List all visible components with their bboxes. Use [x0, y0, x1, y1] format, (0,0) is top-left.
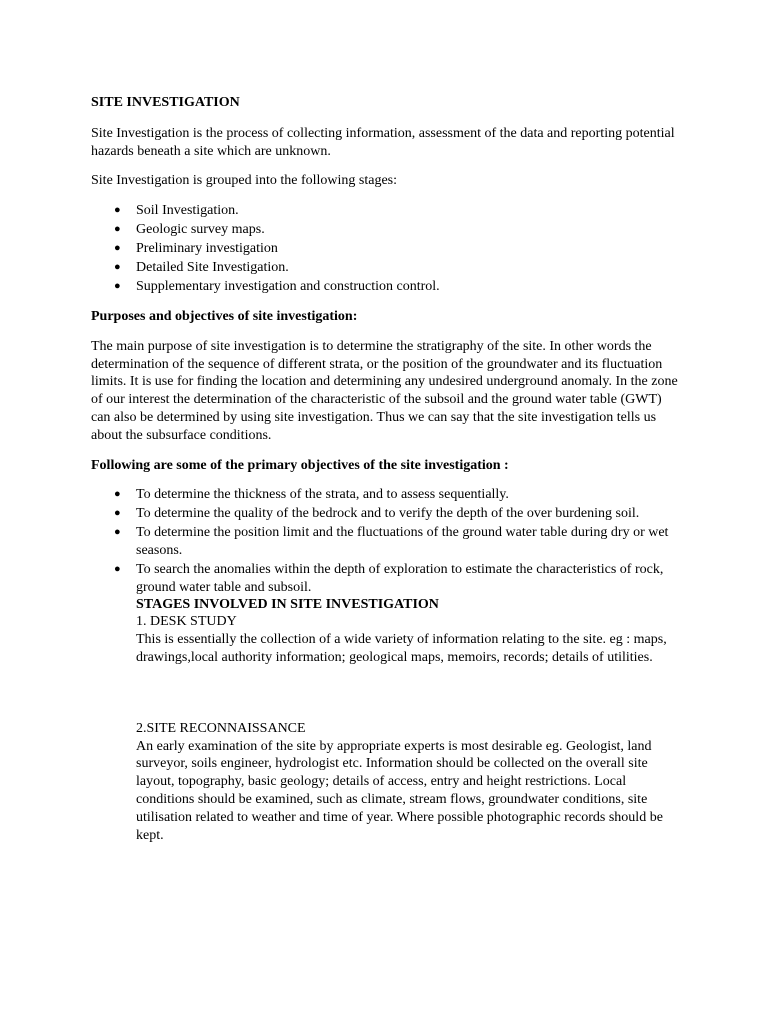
- list-item: [114, 202, 681, 220]
- objectives-list: [91, 486, 681, 596]
- document-body: [91, 94, 681, 844]
- bullet-icon: ●: [114, 526, 121, 539]
- bullet-icon: ●: [114, 563, 121, 576]
- list-item-text: Geologic survey maps.: [136, 222, 265, 238]
- recon-text: An early examination of the site by appropriate experts is most desirable eg. Geologist, land surveyor, soils engineer, hydrologist etc. Information should be collected on the overall site layout, topography, basic geology; details of access, entry and height restrictions. Local conditions should be examined, such as climate, stream flows, groundwater conditions, site utilisation related to weather and time of year. Where possible photographic records should be kept.: [136, 738, 663, 843]
- list-item-text: Detailed Site Investigation.: [136, 260, 289, 276]
- stages-list: [91, 202, 681, 296]
- document-title: SITE INVESTIGATION: [91, 95, 240, 110]
- list-item: [114, 240, 681, 258]
- list-item: [114, 486, 681, 504]
- recon-title: 2.SITE RECONNAISSANCE: [136, 720, 306, 736]
- list-item: [114, 561, 681, 597]
- list-item-text: Soil Investigation.: [136, 203, 239, 219]
- bullet-icon: ●: [114, 488, 121, 501]
- bullet-icon: ●: [114, 261, 121, 274]
- bullet-icon: ●: [114, 507, 121, 520]
- desk-study-text: This is essentially the collection of a wide variety of information relating to the site. eg : maps, drawings,local authority information; geological maps, memoirs, records; details of utilities.: [136, 632, 667, 666]
- bullet-icon: ●: [114, 204, 121, 217]
- purposes-heading: Purposes and objectives of site investigation:: [91, 308, 358, 324]
- list-item-text: To determine the position limit and the fluctuations of the ground water table during dry or wet seasons.: [136, 525, 669, 559]
- list-item-text: Supplementary investigation and construction control.: [136, 279, 440, 295]
- stages-intro: Site Investigation is grouped into the following stages:: [91, 173, 398, 189]
- list-item: [114, 505, 681, 523]
- list-item: [114, 259, 681, 277]
- list-item-text: To determine the thickness of the strata, and to assess sequentially.: [136, 487, 509, 503]
- section-spacer: [136, 667, 681, 720]
- bullet-icon: ●: [114, 242, 121, 255]
- list-item-text: To search the anomalies within the depth of exploration to estimate the characteristics of rock, ground water table and subsoil.: [136, 562, 664, 595]
- objectives-heading: Following are some of the primary objectives of the site investigation :: [91, 457, 509, 473]
- bullet-icon: ●: [114, 280, 121, 293]
- stages-section: [91, 596, 681, 845]
- list-item: [114, 524, 681, 560]
- list-item-text: To determine the quality of the bedrock and to verify the depth of the over burdening soil.: [136, 506, 640, 522]
- list-item-text: Preliminary investigation: [136, 241, 278, 257]
- purposes-paragraph: The main purpose of site investigation is to determine the stratigraphy of the site. In other words the determination of the sequence of different strata, or the position of the groundwater and its fluctuation limits. It is use for finding the location and determining any undesired underground anomaly. In the zone of our interest the determination of the characteristic of the subsoil and the ground water table (GWT) can also be determined by using site investigation. Thus we can say that the site investigation tells us about the subsurface conditions.: [91, 338, 678, 443]
- desk-study-title: 1. DESK STUDY: [136, 614, 237, 630]
- list-item: [114, 278, 681, 296]
- bullet-icon: ●: [114, 223, 121, 236]
- intro-paragraph: Site Investigation is the process of collecting information, assessment of the data and reporting potential hazards beneath a site which are unknown.: [91, 125, 675, 159]
- list-item: [114, 221, 681, 239]
- stages-involved-heading: STAGES INVOLVED IN SITE INVESTIGATION: [136, 596, 439, 612]
